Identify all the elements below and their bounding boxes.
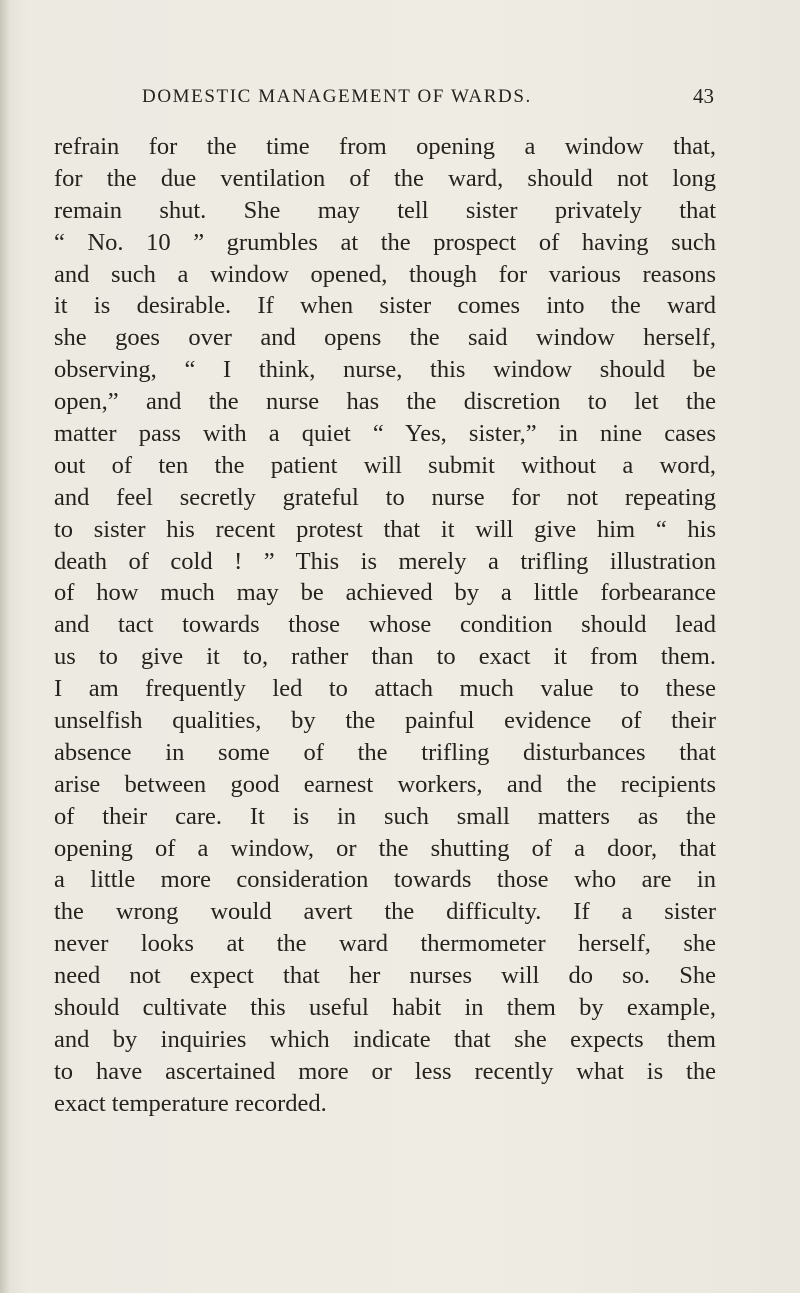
body-text bbox=[54, 131, 716, 1120]
text-line: unselfish qualities, by the painful evidence of their bbox=[54, 707, 716, 735]
text-line: to have ascertained more or less recently what is the bbox=[54, 1057, 716, 1085]
text-line: a little more consideration towards those who are in bbox=[54, 866, 716, 894]
text-line: “ No. 10 ” grumbles at the prospect of having such bbox=[54, 228, 716, 256]
text-line: she goes over and opens the said window herself, bbox=[54, 324, 716, 352]
text-line: and such a window opened, though for various reasons bbox=[54, 260, 716, 288]
binding-shadow bbox=[0, 0, 10, 1293]
page-number: 43 bbox=[693, 84, 714, 108]
text-line: open,” and the nurse has the discretion to let the bbox=[54, 388, 716, 416]
text-line: matter pass with a quiet “ Yes, sister,” in nine cases bbox=[54, 420, 716, 448]
text-line: refrain for the time from opening a window that, bbox=[54, 133, 716, 160]
text-line: us to give it to, rather than to exact it from them. bbox=[54, 643, 716, 671]
running-head bbox=[60, 84, 714, 114]
running-title: DOMESTIC MANAGEMENT OF WARDS. bbox=[142, 86, 532, 107]
text-line: of their care. It is in such small matters as the bbox=[54, 802, 716, 830]
text-line: the wrong would avert the difficulty. If a sister bbox=[54, 898, 716, 926]
text-line-last: exact temperature recorded. bbox=[54, 1089, 327, 1117]
text-line: opening of a window, or the shutting of a door, that bbox=[54, 834, 716, 862]
text-line: of how much may be achieved by a little forbearance bbox=[54, 579, 716, 607]
text-line: remain shut. She may tell sister privately that bbox=[54, 196, 716, 224]
text-line: death of cold ! ” This is merely a trifling illustration bbox=[54, 547, 716, 575]
text-line: I am frequently led to attach much value to these bbox=[54, 675, 716, 703]
text-line: should cultivate this useful habit in them by example, bbox=[54, 994, 716, 1022]
text-line: need not expect that her nurses will do so. She bbox=[54, 962, 716, 990]
text-line: to sister his recent protest that it will give him “ his bbox=[54, 515, 716, 543]
text-line: never looks at the ward thermometer herself, she bbox=[54, 930, 716, 958]
text-line: for the due ventilation of the ward, should not long bbox=[54, 164, 716, 192]
text-line: observing, “ I think, nurse, this window should be bbox=[54, 356, 716, 384]
text-line: arise between good earnest workers, and the recipients bbox=[54, 770, 716, 798]
text-line: absence in some of the trifling disturbances that bbox=[54, 738, 716, 766]
text-line: it is desirable. If when sister comes into the ward bbox=[54, 292, 716, 320]
text-line: and tact towards those whose condition should lead bbox=[54, 611, 716, 639]
text-line: and feel secretly grateful to nurse for not repeating bbox=[54, 483, 716, 511]
text-line: and by inquiries which indicate that she expects them bbox=[54, 1025, 716, 1053]
text-line: out of ten the patient will submit without a word, bbox=[54, 451, 716, 479]
